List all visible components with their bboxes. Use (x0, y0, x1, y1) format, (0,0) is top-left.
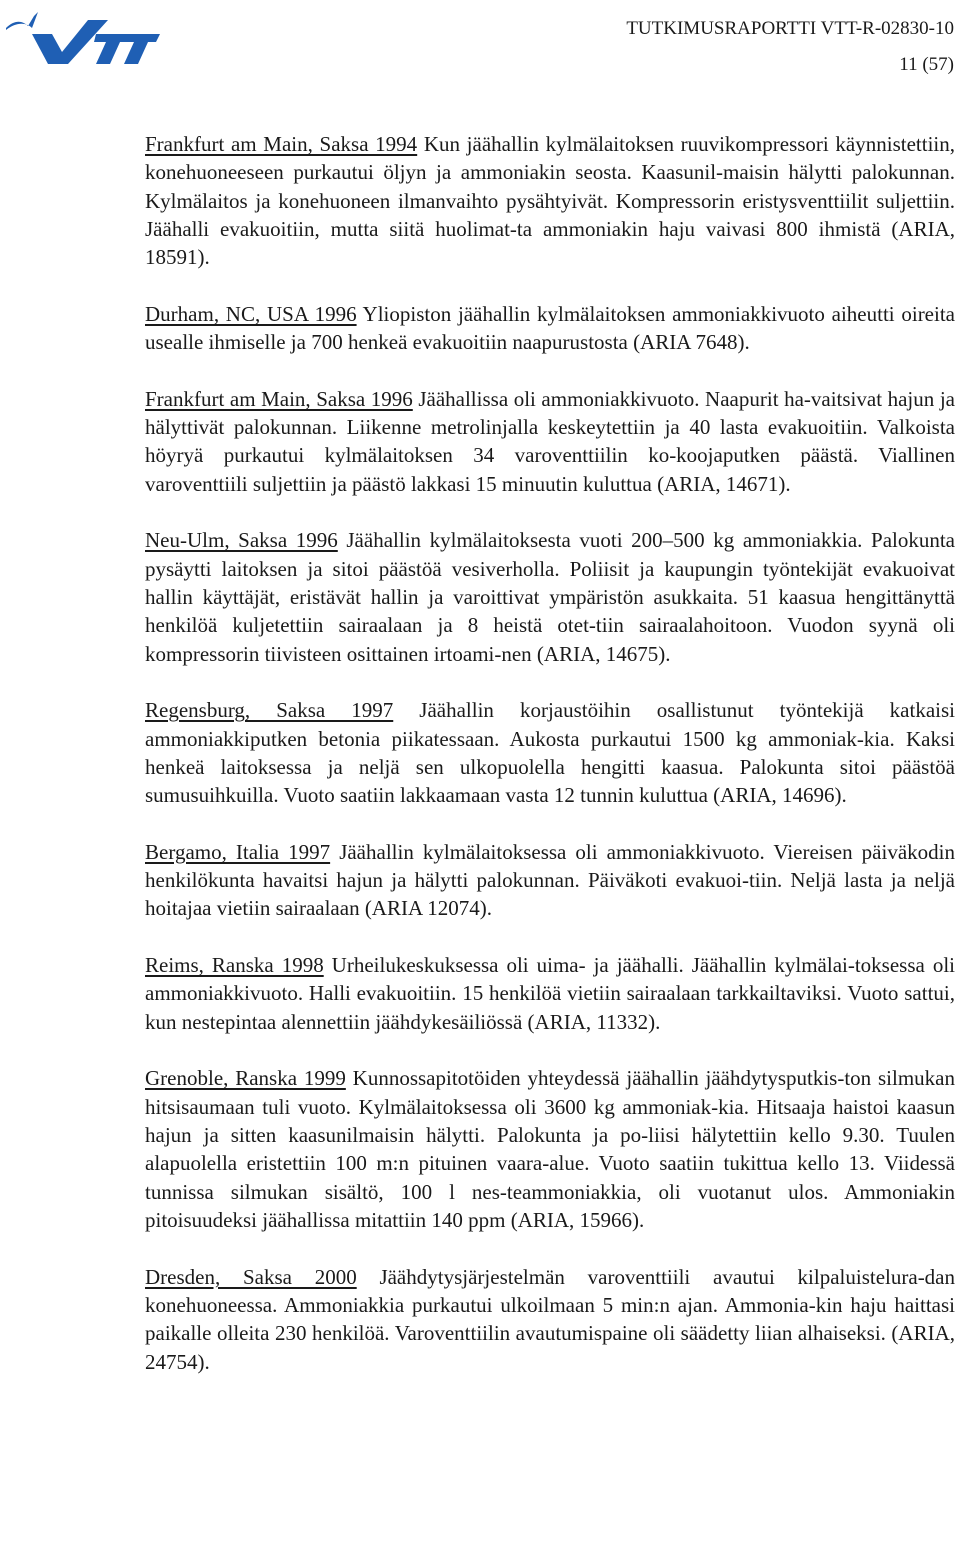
incident-location: Neu-Ulm, Saksa 1996 (145, 528, 338, 553)
incident-entry (145, 838, 955, 923)
incident-entry (145, 1263, 955, 1376)
incident-location: Grenoble, Ranska 1999 (145, 1066, 346, 1091)
incident-text: Kun jäähallin kylmälaitoksen ruuvikompressori käynnistettiin, konehuoneeseen purkautui öljyn ja ammoniakin seosta. Kaasunil-maisin hälytti palokunnan. Kylmälaitos ja konehuoneen ilmanvaihto pysähtyivät. Kompressorin eristysventtiilit suljettiin. Jäähalli evakuoitiin, mutta siitä huolimat-ta ammoniakin haju vaivasi 800 ihmistä (ARIA, 18591). (145, 132, 955, 270)
incident-text: Jäähallin kylmälaitoksessa oli ammoniakkivuoto. Viereisen päiväkodin henkilökunta havaitsi hajun ja hälytti palokunnan. Päiväkoti evakuoi-tiin. Neljä lasta ja neljä hoitajaa vietiin sairaalaan (ARIA 12074). (145, 839, 955, 921)
incident-text: Jäähallin korjaustöihin osallistunut työntekijä katkaisi ammoniakkiputken betonia piikatessaan. Aukosta purkautui 1500 kg ammoniak-kia. Kaksi henkeä laitoksessa ja neljä sen ulkopuolella hengitti kaasua. Palokunta sitoi päästöä sumusuihkuilla. Vuoto saatiin lakkaamaan vasta 12 tunnin kuluttua (ARIA, 14696). (145, 698, 955, 808)
page-number: 11 (57) (899, 54, 954, 75)
incident-location: Bergamo, Italia 1997 (145, 839, 331, 864)
incident-text: Urheilukeskuksessa oli uima- ja jäähalli. Jäähallin kylmälai-toksessa oli ammoniakkivuoto. Halli evakuoitiin. 15 henkilöä vietiin sairaalaan tarkkailtaviksi. Vuoto sattui, kun nestepintaa alennettiin jäähdykesäiliössä (ARIA, 11332). (145, 953, 955, 1034)
incident-location: Regensburg, Saksa 1997 (145, 698, 394, 723)
document-body (145, 130, 955, 1404)
incident-entry (145, 696, 955, 809)
incident-entry (145, 300, 955, 357)
incident-entry (145, 1064, 955, 1234)
incident-location: Dresden, Saksa 2000 (145, 1264, 357, 1289)
incident-entry (145, 951, 955, 1036)
vtt-logo (4, 6, 160, 64)
incident-text: Kunnossapitotöiden yhteydessä jäähallin jäähdytysputkis-ton silmukan hitsisaumaan tuli vuoto. Kylmälaitoksessa oli 3600 kg ammoniak-kia. Hitsaaja haistoi kaasun hajun ja sitten kaasunilmaisin hälytti. Palokunta ja po-liisi hälytettiin kello 9.30. Tuulen alapuolella eristettiin 100 m:n pituinen vaara-alue. Vuoto saatiin tukittua kello 13. Viidessä tunnissa silmukan sisältö, 100 l nes-teammoniakkia, oli vuotanut ulos. Ammoniakin pitoisuudeksi jäähallissa mitattiin 140 ppm (ARIA, 15966). (145, 1066, 955, 1232)
incident-location: Reims, Ranska 1998 (145, 953, 324, 978)
incident-location: Durham, NC, USA 1996 (145, 301, 357, 326)
incident-entry (145, 130, 955, 271)
incident-text: Jäähdytysjärjestelmän varoventtiili avautui kilpaluistelura-dan konehuoneessa. Ammoniakkia purkautui ulkoilmaan 5 min:n ajan. Ammonia-kin haju haittasi paikalle olleita 230 henkilöä. Varoventtiilin avautumispaine oli säädetty liian alhaiseksi. (ARIA, 24754). (145, 1264, 956, 1374)
incident-text: Jäähallin kylmälaitoksesta vuoti 200–500 kg ammoniakkia. Palokunta pysäytti laitoksen ja sitoi päästöä vesiverholla. Poliisit ja kaupungin työntekijät evakuoivat hallin käyttäjät, eristävät hallin ja varoittivat ympäristön asukkaita. 51 kaasua hengittänyttä henkilöä kuljetettiin sairaalaan ja 8 heistä otet-tiin sairaalahoitoon. Vuodon syynä oli kompressorin tiivisteen osittainen irtoami-nen (ARIA, 14675). (145, 528, 956, 666)
report-id: TUTKIMUSRAPORTTI VTT-R-02830-10 (626, 18, 954, 39)
incident-entry (145, 526, 955, 667)
incident-text: Jäähallissa oli ammoniakkivuoto. Naapurit ha-vaitsivat hajun ja hälyttivät palokunnan. Liikenne metrolinjalla keskeytettiin ja 40 lasta evakuoitiin. Valkoista höyryä purkautui kylmälaitoksen 34 varoventtiilin ko-koojaputken päästä. Viallinen varoventtiili suljettiin ja päästö lakkasi 15 minuutin kuluttua (ARIA, 14671). (145, 386, 955, 496)
incident-location: Frankfurt am Main, Saksa 1996 (145, 386, 413, 411)
incident-location: Frankfurt am Main, Saksa 1994 (145, 132, 418, 156)
incident-text: Yliopiston jäähallin kylmälaitoksen ammoniakkivuoto aiheutti oireita usealle ihmiselle ja 700 henkeä evakuoitiin naapurustosta (ARIA 7648). (145, 301, 955, 355)
incident-entry (145, 385, 955, 498)
